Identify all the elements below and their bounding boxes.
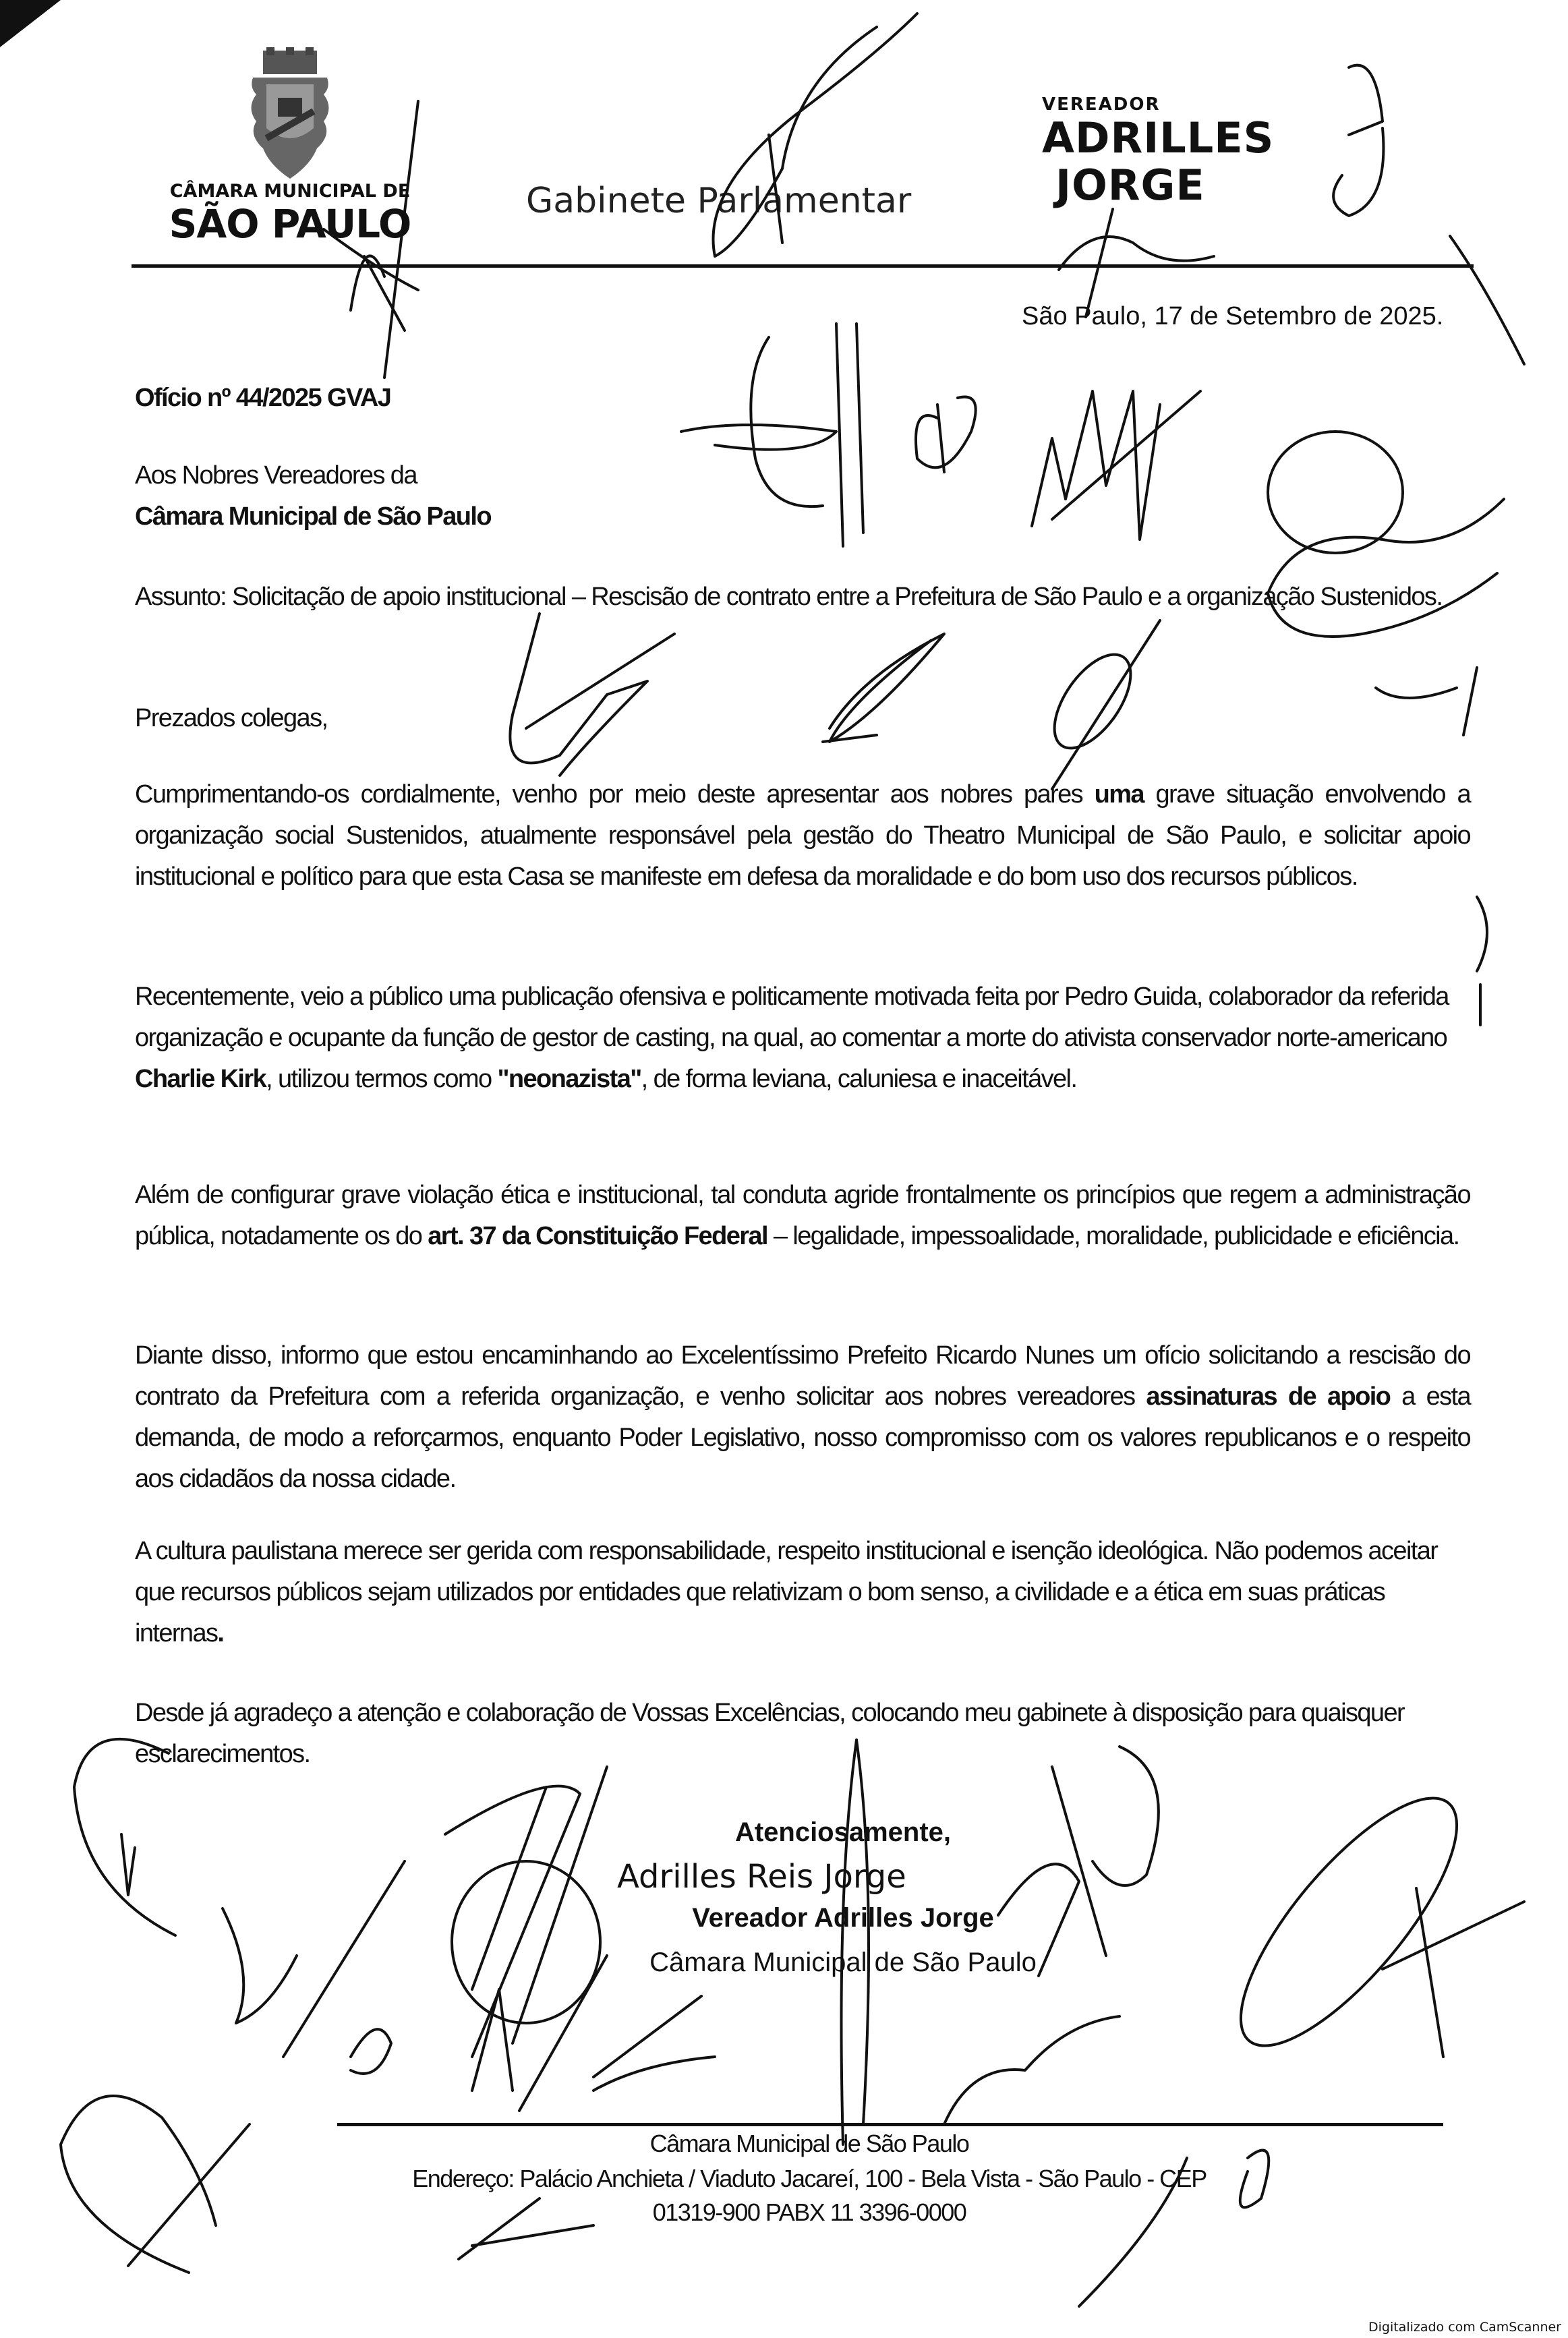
footer-address: Endereço: Palácio Anchieta / Viaduto Jacareí, 100 - Bela Vista - São Paulo - CEP [412,2165,1207,2192]
footer-institution: Câmara Municipal de São Paulo [649,2130,969,2157]
signature-simone [1477,897,1487,1025]
paragraph-1 [135,774,1470,898]
signature-pastora [1059,209,1214,317]
signature-janaina [223,1861,405,2057]
signature-andre-santos [472,1956,607,2111]
header-divider [132,264,1474,268]
signer-title: Vereador Adrilles Jorge [692,1903,994,1933]
p3-text-b: – legalidade, impessoalidade, moralidade, publicidade e eficiência. [767,1222,1459,1250]
p2-text-a: Recentemente, veio a público uma publicação ofensiva e politicamente motivada feita por Pedro Guida, colaborador da referida organização e ocupante da função de gestor de casting, na qual, ao comentar a morte do ativista conservador norte-americano [135,983,1449,1052]
signature-center [842,1740,869,2144]
p2-bold-name: Charlie Kirk [135,1065,266,1093]
p2-bold-term: "neonazista" [497,1065,641,1093]
footer-postal-phone: 01319-900 PABX 11 3396-0000 [652,2198,966,2226]
p4-bold: assinaturas de apoio [1146,1382,1391,1411]
p4-text-b: a esta demanda, de modo a reforçarmos, enquanto Poder Legislativo, nosso compromisso com os valores republicanos e o respeito aos cidadãos da nossa cidade. [135,1382,1471,1493]
signature-riva [61,2096,250,2273]
p4-text-a: Diante disso, informo que estou encaminhando ao Excelentíssimo Prefeito Ricardo Nunes um ofício solicitando a rescisão do contrato da Prefeitura com a referida organização, e venho solicitar aos nobres vereadores [135,1341,1470,1411]
p1-text-a: Cumprimentando-os cordialmente, venho por meio deste apresentar aos nobres pares [135,780,1095,809]
signature-sandra [944,1747,1159,2124]
subject-line: Assunto: Solicitação de apoio institucional – Rescisão de contrato entre a Prefeitura de São Paulo e a organização Sustenidos. [135,583,1443,611]
greeting: Prezados colegas, [135,704,328,732]
paragraph-5 [135,1531,1470,1654]
logo-title: SÃO PAULO [169,201,411,247]
councilor-logo-role: VEREADOR [1042,94,1161,115]
p3-text-a: Além de configurar grave violação ética e institucional, tal conduta agride frontalmente os princípios que regem a administração pública, notadamente os do [135,1181,1470,1250]
councilor-logo-first-name: ADRILLES [1042,113,1275,163]
coat-of-arms-icon [236,47,344,182]
p1-text-b: grave situação envolvendo a organização social Sustenidos, atualmente responsável pela gestão do Theatro Municipal de São Paulo, e solicitar apoio institucional e político para que esta Casa se manifeste em defesa da moralidade e do bom uso dos recursos públicos. [135,780,1470,891]
signer-full-name: Adrilles Reis Jorge [617,1858,906,1896]
signature-alberto [593,1996,715,2091]
paragraph-6: Desde já agradeço a atenção e colaboração de Vossas Excelências, colocando meu gabinete à disposição para quaisquer esclarecimentos. [135,1699,1405,1768]
p5-bold: . [217,1619,224,1647]
p1-bold: uma [1094,780,1144,809]
p2-text-b: , utilizou termos como [266,1065,498,1093]
closing-salutation: Atenciosamente, [734,1817,952,1847]
logo-subtitle: CÂMARA MUNICIPAL DE [169,181,411,202]
councilor-logo-last-name: JORGE [1055,160,1205,210]
paragraph-4 [135,1335,1470,1500]
p3-bold: art. 37 da Constituição Federal [428,1222,767,1250]
scan-corner-shadow [0,0,61,47]
paragraph-2 [135,976,1470,1100]
p2-text-c: , de forma leviana, caluniesa e inaceitável. [641,1065,1077,1093]
date-line: São Paulo, 17 de Setembro de 2025. [1022,302,1444,330]
scanner-watermark: Digitalizado com CamScanner [1368,2320,1561,2335]
recipient-line-2: Câmara Municipal de São Paulo [135,502,491,531]
signature-rute-costa [351,2029,391,2074]
recipient-line-1: Aos Nobres Vereadores da [135,461,417,490]
document-reference: Ofício nº 44/2025 GVAJ [135,384,391,412]
p5-text-a: A cultura paulistana merece ser gerida com responsabilidade, respeito institucional e isenção ideológica. Não podemos aceitar que recursos públicos sejam utilizados por entidades que relativizam o bom senso, a civilidade e a ética em suas práticas internas [135,1537,1438,1647]
footer-divider [337,2123,1443,2126]
signature-gabriel-abreu [510,614,674,776]
paragraph-3 [135,1175,1470,1257]
office-title: Gabinete Parlamentar [526,181,912,221]
councilor-logo [1042,94,1274,209]
signer-institution: Câmara Municipal de São Paulo [649,1948,1037,1977]
